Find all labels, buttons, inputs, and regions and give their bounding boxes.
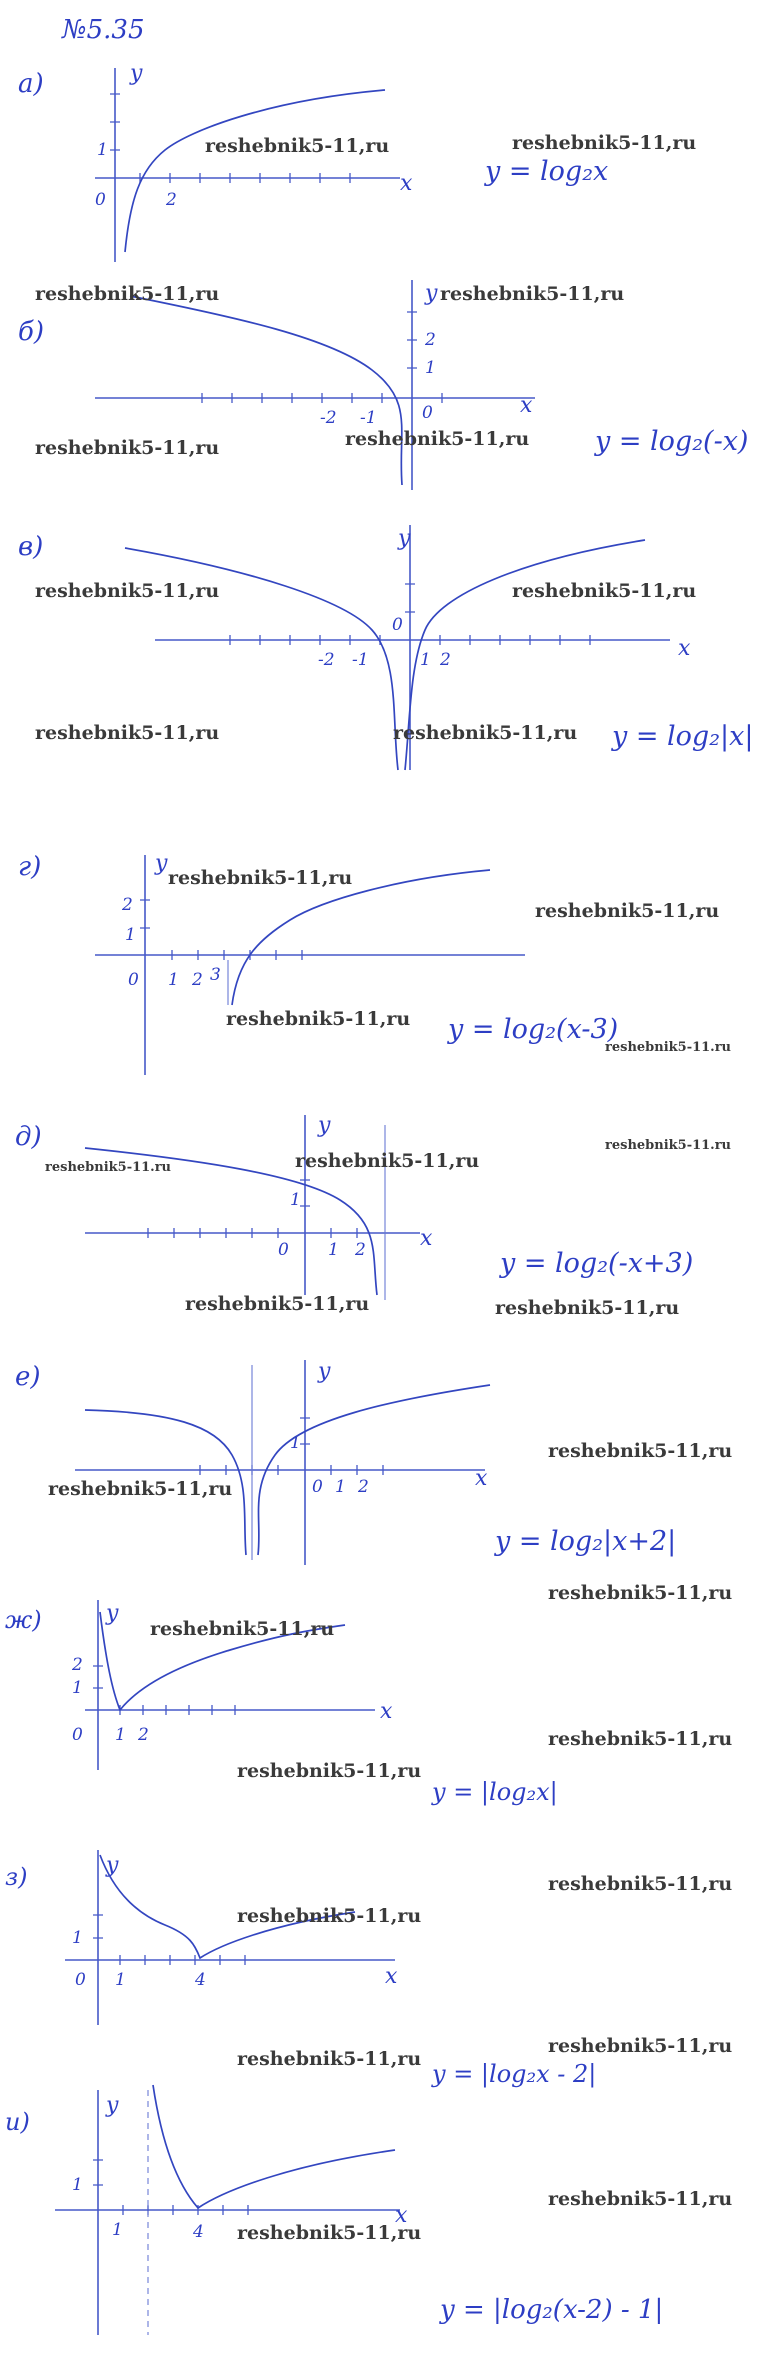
tick-label: 1 bbox=[72, 2175, 83, 2195]
watermark: reshebnik5-11,ru bbox=[535, 900, 720, 922]
watermark: reshebnik5-11,ru bbox=[512, 580, 697, 602]
watermark: reshebnik5-11,ru bbox=[35, 580, 220, 602]
watermark: reshebnik5-11,ru bbox=[35, 437, 220, 459]
tick-label: 2 bbox=[192, 970, 203, 990]
watermark: reshebnik5-11,ru bbox=[48, 1478, 233, 1500]
y-label: y bbox=[398, 526, 411, 551]
tick-label: 0 bbox=[95, 190, 106, 210]
panel-letter: б) bbox=[18, 317, 45, 347]
tick-label: 2 bbox=[166, 190, 177, 210]
formula: y = |log₂x - 2| bbox=[432, 2060, 597, 2088]
watermark: reshebnik5-11,ru bbox=[237, 1760, 422, 1782]
y-label: y bbox=[425, 281, 438, 306]
tick-label: 2 bbox=[72, 1655, 83, 1675]
panel-a bbox=[18, 61, 608, 262]
watermark: reshebnik5-11,ru bbox=[226, 1008, 411, 1030]
x-label: x bbox=[400, 171, 413, 196]
watermark: reshebnik5-11,ru bbox=[150, 1618, 335, 1640]
tick-label: 1 bbox=[72, 1678, 83, 1698]
panel-letter: д) bbox=[15, 1122, 42, 1152]
formula: y = log₂(-x+3) bbox=[500, 1248, 694, 1279]
tick-label: 2 bbox=[122, 895, 133, 915]
panel-e bbox=[15, 1359, 676, 1565]
tick-label: 0 bbox=[312, 1477, 323, 1497]
y-label: y bbox=[318, 1113, 331, 1138]
y-label: y bbox=[106, 2093, 119, 2118]
tick-label: 0 bbox=[392, 615, 403, 635]
panel-letter: ж) bbox=[5, 1606, 42, 1634]
formula: y = log₂|x| bbox=[612, 721, 754, 752]
tick-label: 1 bbox=[168, 970, 179, 990]
formula: y = |log₂(x-2) - 1| bbox=[440, 2295, 664, 2325]
watermark: reshebnik5-11,ru bbox=[185, 1293, 370, 1315]
watermark: reshebnik5-11,ru bbox=[237, 2222, 422, 2244]
x-label: x bbox=[385, 1964, 398, 1989]
watermark: reshebnik5-11.ru bbox=[45, 1160, 172, 1175]
tick-label: 3 bbox=[210, 965, 221, 985]
log-curve bbox=[125, 90, 385, 252]
tick-label: 1 bbox=[115, 1970, 126, 1990]
panel-letter: з) bbox=[5, 1863, 28, 1891]
watermark: reshebnik5-11,ru bbox=[495, 1297, 680, 1319]
watermark: reshebnik5-11,ru bbox=[548, 1728, 733, 1750]
tick-label: -2 bbox=[318, 650, 335, 670]
watermark: reshebnik5-11,ru bbox=[168, 867, 353, 889]
tick-label: 1 bbox=[290, 1433, 301, 1453]
watermark: reshebnik5-11,ru bbox=[393, 722, 578, 744]
tick-label: 4 bbox=[195, 1970, 206, 1990]
tick-label: 0 bbox=[422, 403, 433, 423]
watermark: reshebnik5-11,ru bbox=[295, 1150, 480, 1172]
watermark: reshebnik5-11.ru bbox=[605, 1138, 732, 1153]
watermark: reshebnik5-11.ru bbox=[605, 1040, 732, 1055]
watermark: reshebnik5-11,ru bbox=[548, 2035, 733, 2057]
x-label: x bbox=[395, 2203, 408, 2228]
tick-label: 2 bbox=[355, 1240, 366, 1260]
formula: y = log₂|x+2| bbox=[495, 1526, 677, 1557]
x-label: x bbox=[475, 1466, 488, 1491]
y-label: y bbox=[130, 61, 143, 86]
tick-label: 1 bbox=[115, 1725, 126, 1745]
watermark: reshebnik5-11,ru bbox=[512, 132, 697, 154]
panel-letter: и) bbox=[5, 2108, 30, 2136]
watermark: reshebnik5-11,ru bbox=[35, 722, 220, 744]
y-label: y bbox=[106, 1853, 119, 1878]
tick-label: 1 bbox=[112, 2220, 123, 2240]
panel-d bbox=[15, 1113, 693, 1300]
tick-label: 1 bbox=[72, 1928, 83, 1948]
watermark: reshebnik5-11,ru bbox=[548, 1873, 733, 1895]
abs-log-curve bbox=[153, 2085, 395, 2208]
tick-label: 0 bbox=[72, 1725, 83, 1745]
watermark: reshebnik5-11,ru bbox=[548, 1440, 733, 1462]
tick-label: -1 bbox=[352, 650, 369, 670]
watermark: reshebnik5-11,ru bbox=[205, 135, 390, 157]
tick-label: 2 bbox=[440, 650, 451, 670]
tick-label: -1 bbox=[360, 408, 377, 428]
formula: y = log₂x bbox=[485, 156, 609, 187]
watermark: reshebnik5-11,ru bbox=[548, 1582, 733, 1604]
tick-label: 1 bbox=[335, 1477, 346, 1497]
tick-label: -2 bbox=[320, 408, 337, 428]
y-label: y bbox=[155, 851, 168, 876]
tick-label: 1 bbox=[328, 1240, 339, 1260]
x-label: x bbox=[420, 1226, 433, 1251]
problem-number: №5.35 bbox=[62, 15, 145, 45]
formula: y = log₂(-x) bbox=[595, 426, 749, 457]
panel-letter: г) bbox=[18, 852, 42, 882]
tick-label: 2 bbox=[138, 1725, 149, 1745]
panel-i bbox=[5, 2085, 663, 2335]
watermark: reshebnik5-11,ru bbox=[237, 1905, 422, 1927]
panel-letter: а) bbox=[18, 69, 44, 99]
panel-letter: е) bbox=[15, 1362, 41, 1392]
x-label: x bbox=[520, 393, 533, 418]
watermark: reshebnik5-11,ru bbox=[237, 2048, 422, 2070]
tick-label: 1 bbox=[97, 140, 108, 160]
formula: y = log₂(x-3) bbox=[448, 1014, 619, 1045]
y-label: y bbox=[318, 1359, 331, 1384]
watermark: reshebnik5-11,ru bbox=[548, 2188, 733, 2210]
x-label: x bbox=[380, 1699, 393, 1724]
formula: y = |log₂x| bbox=[432, 1778, 558, 1806]
tick-label: 2 bbox=[425, 330, 436, 350]
tick-label: 1 bbox=[290, 1190, 301, 1210]
watermark: reshebnik5-11,ru bbox=[345, 428, 530, 450]
tick-label: 4 bbox=[193, 2222, 204, 2242]
tick-label: 1 bbox=[420, 650, 431, 670]
watermark: reshebnik5-11,ru bbox=[35, 283, 220, 305]
tick-label: 0 bbox=[128, 970, 139, 990]
watermark: reshebnik5-11,ru bbox=[440, 283, 625, 305]
tick-label: 1 bbox=[425, 358, 436, 378]
tick-label: 2 bbox=[358, 1477, 369, 1497]
y-label: y bbox=[106, 1601, 119, 1626]
log-curve bbox=[232, 870, 490, 1005]
tick-label: 0 bbox=[278, 1240, 289, 1260]
x-label: x bbox=[678, 636, 691, 661]
tick-label: 0 bbox=[75, 1970, 86, 1990]
tick-label: 1 bbox=[125, 925, 136, 945]
panel-letter: в) bbox=[18, 532, 44, 562]
